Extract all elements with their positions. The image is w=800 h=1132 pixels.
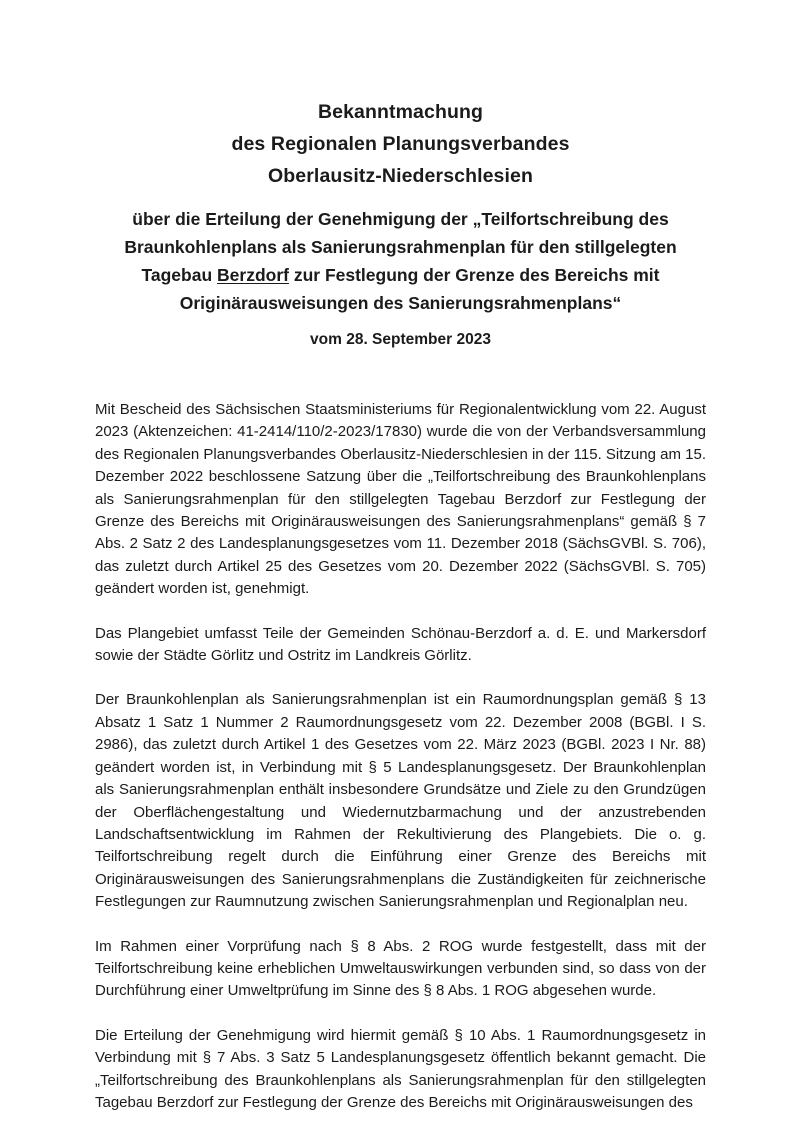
document-title [95, 96, 706, 192]
paragraph-public-announcement: Die Erteilung der Genehmigung wird hiermit gemäß § 10 Abs. 1 Raumordnungsgesetz in Verbindung mit § 7 Abs. 3 Satz 5 Landesplanungsgesetz öffentlich bekannt gemacht. Die „Teilfortschreibung des Braunkohlenplans als Sanierungsrahmenplan für den stillgelegten Tagebau Berzdorf zur Festlegung der Grenze des Bereichs mit Originärausweisungen des [95, 1026, 706, 1111]
subtitle-underlined-word: Berzdorf [217, 265, 289, 285]
paragraph-plan-area: Das Plangebiet umfasst Teile der Gemeinden Schönau-Berzdorf a. d. E. und Markersdorf sowie der Städte Görlitz und Ostritz im Landkreis Görlitz. [95, 624, 706, 665]
document-content [95, 0, 706, 1114]
date-line: vom 28. September 2023 [310, 331, 491, 348]
title-line-1: Bekanntmachung [317, 101, 483, 123]
paragraph-approval: Mit Bescheid des Sächsischen Staatsministeriums für Regionalentwicklung vom 22. August 2023 (Aktenzeichen: 41-2414/110/2-2023/17830) wurde die von der Verbandsversammlung des Regionalen Planungsverbandes Oberlausitz-Niederschlesien in der 115. Sitzung am 15. Dezember 2022 beschlossene Satzung über die „Teilfortschreibung des Braunkohlenplans als Sanierungsrahmenplan für den stillgelegten Tagebau Berzdorf zur Festlegung der Grenze des Bereichs mit Originärausweisungen des Sanierungsrahmenplans“ gemäß § 7 Abs. 2 Satz 2 des Landesplanungsgesetzes vom 11. Dezember 2018 (SächsGVBl. S. 706), das zuletzt durch Artikel 25 des Gesetzes vom 20. Dezember 2022 (SächsGVBl. S. 705) geändert worden ist, genehmigt. [95, 401, 706, 598]
document-body [95, 399, 706, 1114]
paragraph-environmental-check: Im Rahmen einer Vorprüfung nach § 8 Abs. 2 ROG wurde festgestellt, dass mit der Teilfortschreibung keine erheblichen Umweltauswirkungen verbunden sind, so dass von der Durchführung einer Umweltprüfung im Sinne des § 8 Abs. 1 ROG abgesehen wurde. [95, 937, 706, 1000]
document-subtitle [95, 205, 706, 317]
title-line-3: Oberlausitz-Niederschlesien [268, 165, 533, 187]
subtitle-text-before: über die Erteilung der Genehmigung der „Teilfortschreibung des Braunkohlenplans als Sanierungsrahmenplan für den stillgelegten Tagebau [124, 209, 677, 285]
paragraph-plan-description: Der Braunkohlenplan als Sanierungsrahmenplan ist ein Raumordnungsplan gemäß § 13 Absatz 1 Satz 1 Nummer 2 Raumordnungsgesetz vom 22. Dezember 2008 (BGBl. I S. 2986), das zuletzt durch Artikel 1 des Gesetzes vom 22. März 2023 (BGBl. 2023 I Nr. 88) geändert worden ist, in Verbindung mit § 5 Landesplanungsgesetz. Der Braunkohlenplan als Sanierungsrahmenplan enthält insbesondere Grundsätze und Ziele zu den Grundzügen der Oberflächengestaltung und Wiedernutzbarmachung und der anzustrebenden Landschaftsentwicklung im Rahmen der Rekultivierung des Plangebiets. Die o. g. Teilfortschreibung regelt durch die Einführung einer Grenze des Bereichs mit Originärausweisungen des Sanierungsrahmenplans die Zuständigkeiten für zeichnerische Festlegungen zur Raumnutzung zwischen Sanierungsrahmenplan und Regionalplan neu. [95, 691, 706, 911]
title-line-2: des Regionalen Planungsverbandes [231, 133, 570, 155]
subtitle-text-after: zur Festlegung der Grenze des Bereichs mit Originärausweisungen des Sanierungsrahmenplans“ [179, 265, 660, 313]
